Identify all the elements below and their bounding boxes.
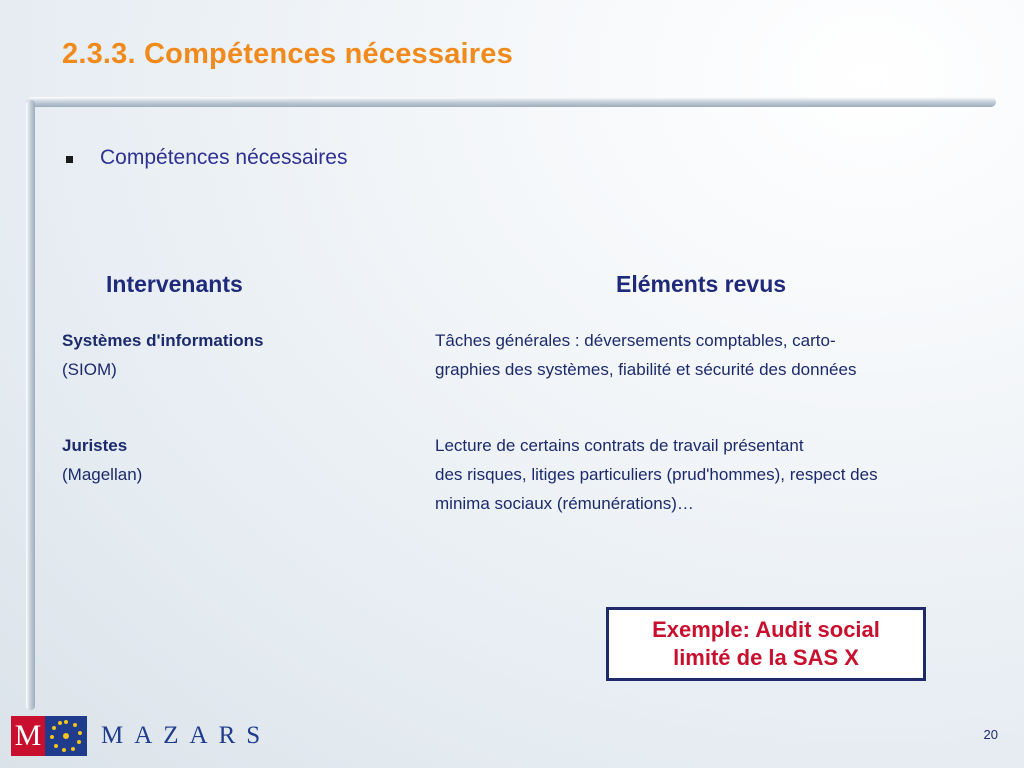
elements-line: Lecture de certains contrats de travail présentant: [435, 436, 804, 455]
row-2-elements: [435, 431, 878, 518]
column-header-elements-revus: Eléments revus: [616, 271, 787, 297]
intervenant-name: Juristes: [62, 436, 128, 455]
row-1-intervenant: [62, 326, 264, 384]
logo-stars-icon: [45, 716, 87, 756]
bullet-square-icon: [66, 156, 73, 163]
bullet-text: Compétences nécessaires: [100, 146, 348, 169]
mazars-logo: [11, 716, 271, 756]
row-1-elements: [435, 326, 856, 384]
example-line-2: limité de la SAS X: [673, 645, 859, 670]
elements-line: graphies des systèmes, fiabilité et sécurité des données: [435, 360, 857, 379]
example-line-1: Exemple: Audit social: [652, 617, 880, 642]
row-2-intervenant: [62, 431, 142, 489]
bullet-item: [66, 146, 347, 170]
logo-wordmark: MAZARS: [101, 722, 272, 749]
frame-top-bar: [26, 97, 996, 107]
elements-line: minima sociaux (rémunérations)…: [435, 494, 694, 513]
logo-m-icon: M: [11, 716, 45, 756]
slide-title: 2.3.3. Compétences nécessaires: [62, 38, 513, 70]
example-callout-box: [606, 607, 926, 681]
page-number: 20: [983, 727, 998, 742]
intervenant-name: Systèmes d'informations: [62, 331, 264, 350]
intervenant-detail: (Magellan): [62, 465, 143, 484]
elements-line: Tâches générales : déversements comptables, carto-: [435, 331, 836, 350]
frame-left-bar: [26, 100, 35, 710]
intervenant-detail: (SIOM): [62, 360, 117, 379]
elements-line: des risques, litiges particuliers (prud'hommes), respect des: [435, 465, 878, 484]
column-header-intervenants: Intervenants: [106, 271, 243, 297]
